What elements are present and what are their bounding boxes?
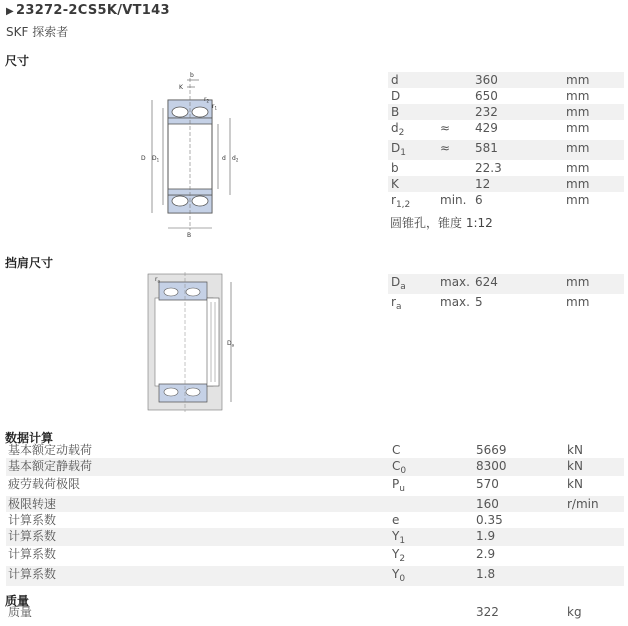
unit-cell: mm <box>566 275 590 289</box>
unit-cell: kg <box>567 605 582 619</box>
table-row <box>388 176 624 192</box>
abutment-table <box>388 274 624 314</box>
unit-cell: kN <box>567 459 583 473</box>
label-d: d <box>222 155 226 162</box>
value-cell: 232 <box>475 105 498 119</box>
label-B: B <box>187 232 192 239</box>
symbol-cell: $Y_2$ <box>392 547 406 564</box>
value-cell: 570 <box>476 477 499 491</box>
unit-cell: mm <box>566 193 590 207</box>
value-cell: 160 <box>476 497 499 511</box>
value-cell: 2.9 <box>476 547 496 561</box>
table-row <box>388 294 624 314</box>
unit-cell: mm <box>566 177 590 191</box>
symbol-cell: K <box>391 177 399 191</box>
table-row <box>388 104 624 120</box>
value-cell: 1.9 <box>476 529 496 543</box>
symbol-cell: D <box>391 89 401 103</box>
dimensions-table <box>388 72 624 208</box>
unit-cell: mm <box>566 121 590 135</box>
symbol-cell: $r_{1,2}$ <box>391 193 411 210</box>
table-row <box>6 604 624 620</box>
value-cell: 8300 <box>476 459 507 473</box>
product-subtitle: SKF 探索者 <box>6 25 69 39</box>
value-cell: 650 <box>475 89 498 103</box>
table-row <box>388 192 624 212</box>
label-b: b <box>190 72 194 79</box>
label-cell: 基本额定静载荷 <box>8 459 93 473</box>
symbol-cell: $Y_1$ <box>392 529 406 546</box>
symbol-cell: $Y_0$ <box>392 567 406 584</box>
modifier-cell: ≈ <box>440 121 451 135</box>
symbol-cell: $D_a$ <box>391 275 406 292</box>
value-cell: 22.3 <box>475 161 502 175</box>
symbol-cell: $d_2$ <box>391 121 405 138</box>
table-row <box>388 120 624 140</box>
table-row <box>388 72 624 88</box>
symbol-cell: e <box>392 513 400 527</box>
label-K: K <box>179 84 183 91</box>
section-heading-dimensions: 尺寸 <box>5 54 30 68</box>
label-cell: 计算系数 <box>8 529 57 543</box>
table-row <box>388 140 624 160</box>
bore-note: 圆锥孔，锥度 1:12 <box>390 216 493 230</box>
unit-cell: mm <box>566 161 590 175</box>
label-cell: 计算系数 <box>8 567 57 581</box>
value-cell: 0.35 <box>476 513 503 527</box>
modifier-cell: ≈ <box>440 141 451 155</box>
symbol-cell: $r_a$ <box>391 295 402 312</box>
label-Da: $D_a$ <box>227 340 235 348</box>
table-row <box>6 458 624 476</box>
section-heading-mass: 质量 <box>5 594 30 608</box>
label-cell: 基本额定动载荷 <box>8 443 93 457</box>
section-heading-calc: 数据计算 <box>5 431 54 445</box>
value-cell: 581 <box>475 141 498 155</box>
value-cell: 360 <box>475 73 498 87</box>
unit-cell: mm <box>566 73 590 87</box>
label-D: D <box>141 155 146 162</box>
table-row <box>6 546 624 566</box>
table-row <box>388 274 624 294</box>
label-cell: 疲劳载荷极限 <box>8 477 81 491</box>
value-cell: 429 <box>475 121 498 135</box>
label-cell: 质量 <box>8 605 33 619</box>
symbol-cell: B <box>391 105 400 119</box>
label-D1: $D_1$ <box>152 155 160 163</box>
calc-table <box>6 442 624 586</box>
unit-cell: mm <box>566 141 590 155</box>
label-r1: $r_1$ <box>212 103 218 111</box>
unit-cell: mm <box>566 89 590 103</box>
play-arrow-icon: ▶ <box>6 6 14 17</box>
symbol-cell: b <box>391 161 399 175</box>
modifier-cell: max. <box>440 295 470 309</box>
label-cell: 计算系数 <box>8 513 57 527</box>
label-r2: $r_2$ <box>204 96 210 104</box>
value-cell: 624 <box>475 275 498 289</box>
unit-cell: mm <box>566 295 590 309</box>
table-row <box>6 512 624 528</box>
value-cell: 1.8 <box>476 567 496 581</box>
unit-cell: r/min <box>567 497 599 511</box>
unit-cell: kN <box>567 477 583 491</box>
section-heading-abutment: 挡肩尺寸 <box>5 256 54 270</box>
value-cell: 12 <box>475 177 491 191</box>
unit-cell: kN <box>567 443 583 457</box>
modifier-cell: min. <box>440 193 467 207</box>
value-cell: 322 <box>476 605 499 619</box>
value-cell: 5 <box>475 295 483 309</box>
symbol-cell: C <box>392 443 401 457</box>
label-ra: $r_a$ <box>155 276 160 284</box>
label-d2: $d_2$ <box>232 155 239 163</box>
symbol-cell: $C_0$ <box>392 459 407 476</box>
value-cell: 6 <box>475 193 483 207</box>
unit-cell: mm <box>566 105 590 119</box>
label-cell: 极限转速 <box>8 497 57 511</box>
abutment-drawing <box>145 272 240 412</box>
table-row <box>388 160 624 176</box>
symbol-cell: $P_u$ <box>392 477 405 494</box>
product-title: ▶ 23272-2CS5K/VT143 <box>6 3 170 18</box>
value-cell: 5669 <box>476 443 507 457</box>
table-row <box>6 566 624 586</box>
table-row <box>6 496 624 512</box>
symbol-cell: $D_1$ <box>391 141 406 158</box>
table-row <box>6 476 624 496</box>
table-row <box>6 528 624 546</box>
modifier-cell: max. <box>440 275 470 289</box>
bearing-dimension-drawing <box>135 70 250 240</box>
table-row <box>388 88 624 104</box>
symbol-cell: d <box>391 73 399 87</box>
label-cell: 计算系数 <box>8 547 57 561</box>
mass-table <box>6 604 624 620</box>
table-row <box>6 442 624 458</box>
